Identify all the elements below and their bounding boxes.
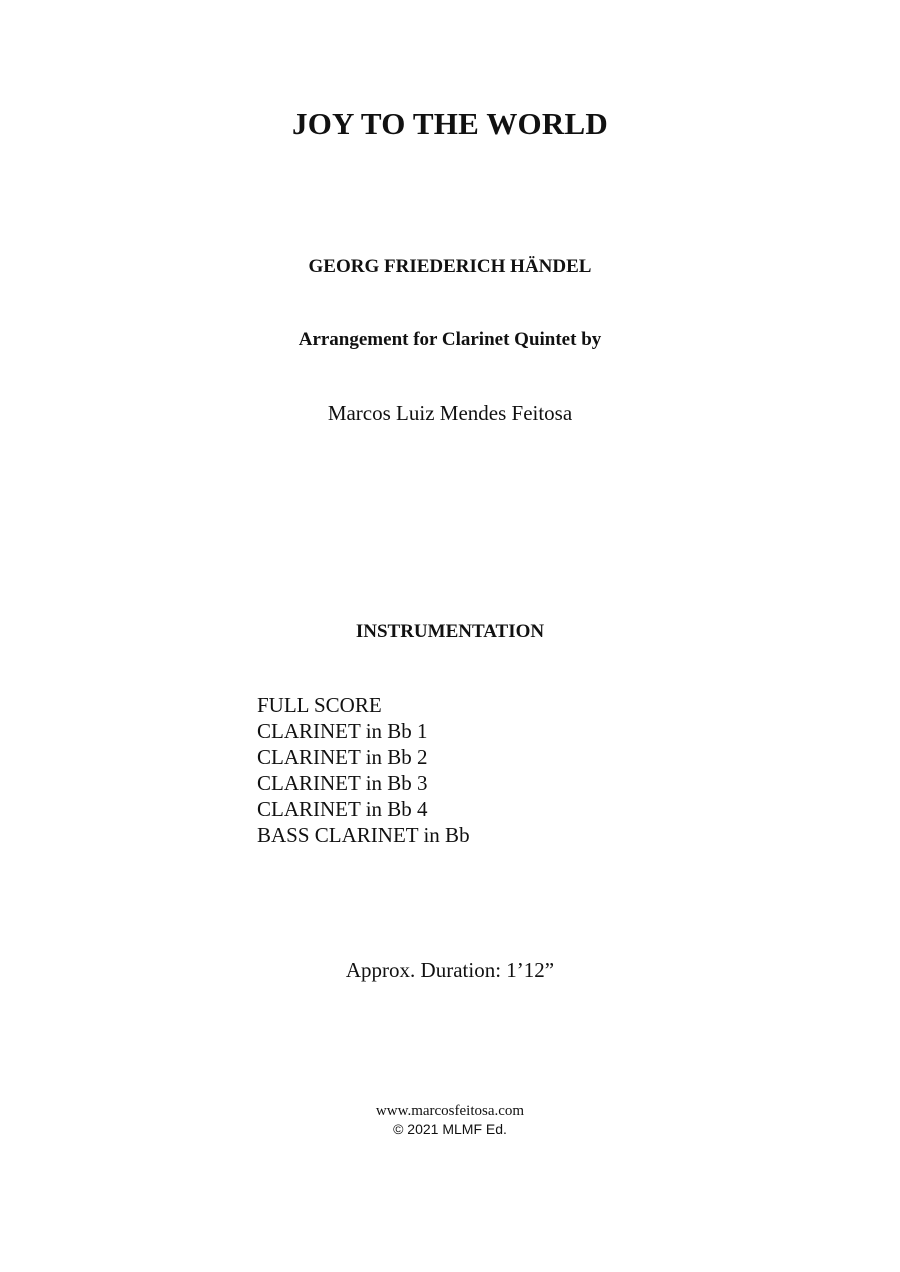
instrument-item: FULL SCORE xyxy=(257,693,382,717)
arranger-name: Marcos Luiz Mendes Feitosa xyxy=(327,401,573,425)
website-url: www.marcosfeitosa.com xyxy=(375,1103,525,1119)
instrument-item: BASS CLARINET in Bb xyxy=(257,823,470,847)
instrument-item: CLARINET in Bb 4 xyxy=(257,797,428,821)
arrangement-line: Arrangement for Clarinet Quintet by xyxy=(298,329,602,350)
copyright-notice: © 2021 MLMF Ed. xyxy=(393,1121,507,1137)
instrument-item: CLARINET in Bb 3 xyxy=(257,771,428,795)
instrumentation-list xyxy=(257,692,470,848)
instrumentation-heading: INSTRUMENTATION xyxy=(355,621,545,642)
instrument-item: CLARINET in Bb 1 xyxy=(257,719,428,743)
composer-name: GEORG FRIEDERICH HÄNDEL xyxy=(308,256,592,277)
approx-duration: Approx. Duration: 1’12” xyxy=(345,958,555,982)
instrument-item: CLARINET in Bb 2 xyxy=(257,745,428,769)
piece-title: JOY TO THE WORLD xyxy=(292,106,608,141)
